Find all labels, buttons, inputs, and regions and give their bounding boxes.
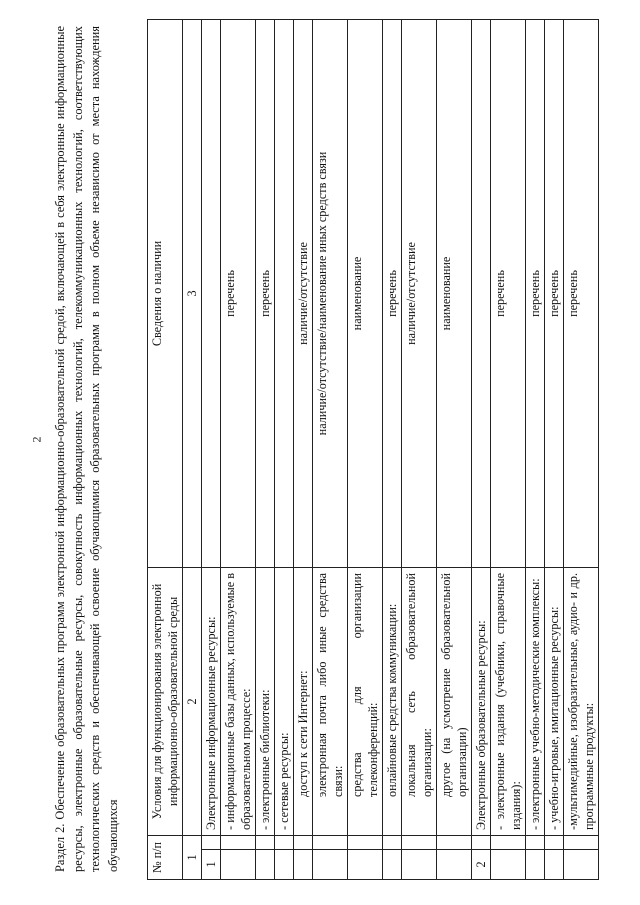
rotated-page-content (52, 20, 612, 880)
table-row (383, 19, 402, 879)
row-info: наличие/отсутствие (294, 19, 313, 567)
table-row (491, 19, 526, 879)
col-number-2: 2 (183, 567, 202, 835)
row-info: перечень (526, 19, 545, 567)
row-condition: другое (на усмотрение образовательной организации) (437, 567, 472, 835)
table-row (545, 19, 564, 879)
row-number (294, 850, 313, 880)
row-subcell (545, 835, 564, 849)
row-subcell (275, 835, 294, 849)
header-info: Сведения о наличии (148, 19, 183, 567)
page-number: 2 (29, 436, 44, 443)
column-numbers-row (183, 19, 202, 879)
row-subcell (221, 835, 256, 849)
row-number (221, 850, 256, 880)
table-row (294, 19, 313, 879)
row-subcell (526, 835, 545, 849)
row-condition: - электронные библиотеки: (256, 567, 275, 835)
col-number-1: 1 (183, 835, 202, 879)
row-number (545, 850, 564, 880)
row-info (202, 19, 221, 567)
row-info: перечень (256, 19, 275, 567)
resources-table (147, 19, 599, 880)
table-header-row (148, 19, 183, 879)
row-subcell (313, 835, 348, 849)
table-row (564, 19, 599, 879)
row-condition: электронная почта либо иные средства связи: (313, 567, 348, 835)
table-row (437, 19, 472, 879)
row-number: 1 (202, 850, 221, 880)
row-condition: - электронные издания (учебники, справочные издания): (491, 567, 526, 835)
table-row (202, 19, 221, 879)
row-number (383, 850, 402, 880)
table-row (402, 19, 437, 879)
row-subcell (383, 835, 402, 849)
row-number: 2 (472, 850, 491, 880)
row-info (275, 19, 294, 567)
row-condition: доступ к сети Интернет: (294, 567, 313, 835)
row-condition: локальная сеть образовательной организации: (402, 567, 437, 835)
row-info: перечень (564, 19, 599, 567)
row-info: наименование (348, 19, 383, 567)
row-condition: Электронные информационные ресурсы: (202, 567, 221, 835)
row-number (348, 850, 383, 880)
row-condition: - сетевые ресурсы: (275, 567, 294, 835)
row-subcell (294, 835, 313, 849)
row-subcell (472, 835, 491, 849)
row-info: наличие/отсутствие (402, 19, 437, 567)
row-subcell (402, 835, 437, 849)
row-info: перечень (545, 19, 564, 567)
row-subcell (348, 835, 383, 849)
row-condition: онлайновые средства коммуникации: (383, 567, 402, 835)
row-info: перечень (221, 19, 256, 567)
table-row (221, 19, 256, 879)
col-number-3: 3 (183, 19, 202, 567)
table-row (472, 19, 491, 879)
row-subcell (256, 835, 275, 849)
row-number (526, 850, 545, 880)
row-number (437, 850, 472, 880)
row-info: наименование (437, 19, 472, 567)
row-info (472, 19, 491, 567)
table-row (256, 19, 275, 879)
row-condition: Электронные образовательные ресурсы: (472, 567, 491, 835)
row-condition: - электронные учебно-методические комплексы: (526, 567, 545, 835)
table-row (348, 19, 383, 879)
table-row (313, 19, 348, 879)
row-number (564, 850, 599, 880)
row-number (256, 850, 275, 880)
row-subcell (437, 835, 472, 849)
table-row (275, 19, 294, 879)
header-conditions: Условия для функционирования электронной информационно-образовательной среды (148, 567, 183, 835)
row-condition: - учебно-игровые, имитационные ресурсы: (545, 567, 564, 835)
row-number (313, 850, 348, 880)
section-heading: Раздел 2. Обеспечение образовательных программ электронной информационно-образовательной средой, включающей в себя электронные информационные ресурсы, электронные образовательные ресурсы, совокупность информационных технологий, телекоммуникационных технологий, соответствующих технологических средств и обеспечивающей освоение обучающимися образовательных программ в полном объеме независимо от места нахождения обучающихся (53, 26, 120, 872)
row-condition: - информационные базы данных, используемые в образовательном процессе: (221, 567, 256, 835)
row-info: наличие/отсутствие/наименование иных средств связи (313, 19, 348, 567)
table-row (526, 19, 545, 879)
row-number (275, 850, 294, 880)
row-condition: средства для организации телеконференций: (348, 567, 383, 835)
row-info: перечень (491, 19, 526, 567)
row-subcell (564, 835, 599, 849)
row-number (402, 850, 437, 880)
header-num: № п/п (148, 835, 183, 879)
row-subcell (491, 835, 526, 849)
row-number (491, 850, 526, 880)
row-subcell (202, 835, 221, 849)
row-info: перечень (383, 19, 402, 567)
row-condition: -мультимедийные, изобразительные, аудио- и др. программные продукты: (564, 567, 599, 835)
